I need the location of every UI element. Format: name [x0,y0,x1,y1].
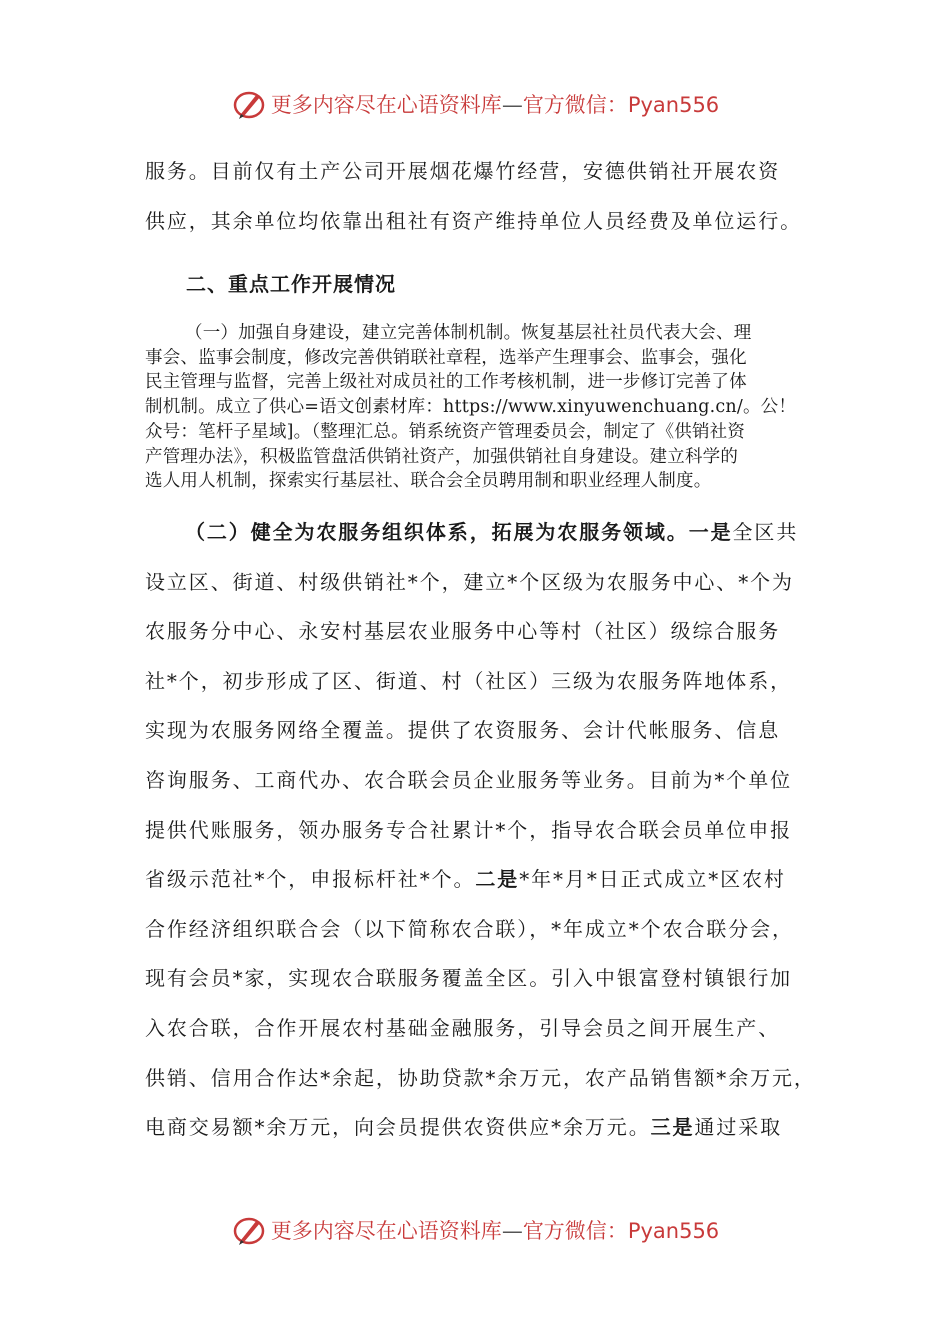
text-line [145,855,825,905]
text-line: 实现为农服务网络全覆盖。提供了农资服务、会计代帐服务、信息 [145,718,781,743]
paragraph-subsection-2 [145,508,825,1153]
header-watermark-banner [0,82,950,126]
section-heading: 二、重点工作开展情况 [186,272,396,296]
text-span: 全区共 [732,520,799,544]
item-label: 三是 [650,1115,695,1140]
text-line: 提供代账服务，领办服务专合社累计*个，指导农合联会员单位申报 [145,817,792,842]
text-line: 供应，其余单位均依靠出租社有资产维持单位人员经费及单位运行。 [145,209,802,233]
text-line: 设立区、街道、村级供销社*个，建立*个区级为农服务中心、*个为 [145,569,794,594]
banner-wechat-id: Pyan556 [627,93,720,117]
text-line: 入农合联，合作开展农村基础金融服务，引导会员之间开展生产、 [145,1015,781,1040]
text-line [145,1103,825,1153]
text-line: 供销、信用合作达*余起，协助贷款*余万元，农产品销售额*余万元， [145,1065,816,1090]
banner-wechat-id: Pyan556 [627,1219,720,1243]
paragraph-subsection-1 [145,321,810,494]
text-line: 事会、监事会制度，修改完善供销联社章程，选举产生理事会、监事会，强化 [145,347,747,368]
pen-logo-icon [231,1212,267,1248]
item-label: 二是 [475,867,520,892]
text-line: 制机制。成立了供心=语文创素材库：https://www.xinyuwenchuang.cn/。公！ [145,397,797,418]
item-label: 一是 [688,520,733,544]
subsection-title: （二）健全为农服务组织体系，拓展为农服务领域。 [185,520,689,544]
banner-main-text: 更多内容尽在心语资料库 [270,1219,502,1243]
banner-wechat-label: 官方微信： [522,93,628,117]
text-line: 众号：笔杆子星域]。（整理汇总。销系统资产管理委员会，制定了《供销社资 [145,421,746,442]
banner-main-text: 更多内容尽在心语资料库 [270,93,502,117]
banner-text [271,1215,719,1245]
pen-logo-icon [231,86,267,122]
text-span: 电商交易额*余万元，向会员提供农资供应*余万元。 [145,1115,651,1140]
text-line: 产管理办法》，积极监管盘活供销社资产，加强供销社自身建设。建立科学的 [145,446,739,467]
text-line: 民主管理与监督，完善上级社对成员社的工作考核机制，进一步修订完善了体 [145,372,747,393]
text-line: 咨询服务、工商代办、农合联会员企业服务等业务。目前为*个单位 [145,767,792,792]
text-line: 合作经济组织联合会（以下简称农合联），*年成立*个农合联分会， [145,916,794,941]
paragraph-continuation [145,146,805,246]
text-span: *年*月*日正式成立*区农村 [519,867,786,892]
text-line: 农服务分中心、永安村基层农业服务中心等村（社区）级综合服务 [145,619,781,644]
text-line: 服务。目前仅有土产公司开展烟花爆竹经营，安德供销社开展农资 [145,159,781,183]
text-line: 现有会员*家，实现农合联服务覆盖全区。引入中银富登村镇银行加 [145,966,792,991]
text-line: 选人用人机制，探索实行基层社、联合会全员聘用制和职业经理人制度。 [145,471,712,492]
banner-separator: — [501,1219,523,1243]
text-span: 省级示范社*个，申报标杆社*个。 [145,867,476,892]
text-line: 社*个，初步形成了区、街道、村（社区）三级为农服务阵地体系， [145,668,792,693]
text-line: （一）加强自身建设，建立完善体制机制。恢复基层社社员代表大会、理 [185,323,752,343]
banner-separator: — [501,93,523,117]
footer-watermark-banner [0,1208,950,1252]
text-line [145,508,825,558]
text-span: 通过采取 [694,1115,783,1140]
banner-wechat-label: 官方微信： [522,1219,628,1243]
banner-text [271,89,719,119]
